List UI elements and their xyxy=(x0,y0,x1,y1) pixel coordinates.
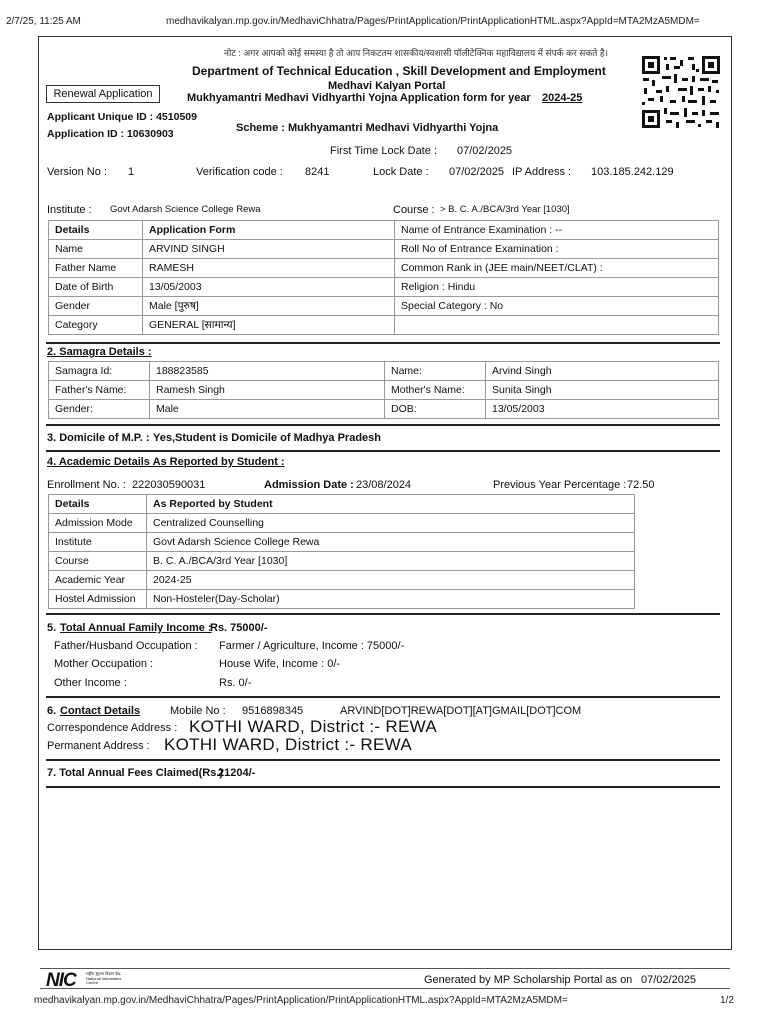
table-row xyxy=(49,259,719,278)
lock-date-value: 07/02/2025 xyxy=(449,166,505,178)
table-row xyxy=(49,297,719,316)
print-url-top: medhavikalyan.mp.gov.in/MedhaviChhatra/Pages/PrintApplication/PrintApplicationHTML.aspx?AppId=MTA2MzA5MDM= xyxy=(166,16,700,27)
enrollment-label: Enrollment No. : xyxy=(47,479,126,491)
domicile-value: Yes,Student is Domicile of Madhya Pradesh xyxy=(153,432,382,444)
verification-value: 8241 xyxy=(305,166,330,178)
table-cell: Details xyxy=(49,221,143,240)
table-cell: Special Category : No xyxy=(395,297,719,316)
table-cell: Admission Mode xyxy=(49,514,147,533)
father-occupation-label: Father/Husband Occupation : xyxy=(54,640,198,652)
renewal-badge: Renewal Application xyxy=(46,85,160,103)
table-cell: Ramesh Singh xyxy=(150,381,385,400)
fees-label: 7. Total Annual Fees Claimed(Rs.) xyxy=(47,767,224,779)
table-cell: Academic Year xyxy=(49,571,147,590)
table-cell: B. C. A./BCA/3rd Year [1030] xyxy=(147,552,635,571)
table-cell: Non-Hosteler(Day-Scholar) xyxy=(147,590,635,609)
first-lock-label: First Time Lock Date : xyxy=(330,145,437,157)
generated-date: 07/02/2025 xyxy=(641,974,697,986)
table-cell: Hostel Admission xyxy=(49,590,147,609)
corr-address-label: Correspondence Address : xyxy=(47,722,178,734)
admission-date-label: Admission Date : xyxy=(264,479,354,491)
table-cell: GENERAL [सामान्य] xyxy=(143,316,395,335)
institute-label: Institute : xyxy=(47,204,92,216)
income-num: 5. xyxy=(47,622,57,634)
domicile-label: 3. Domicile of M.P. : xyxy=(47,432,150,444)
table-cell: As Reported by Student xyxy=(147,495,635,514)
table-cell: RAMESH xyxy=(143,259,395,278)
table-row xyxy=(49,240,719,259)
form-title: Mukhyamantri Medhavi Vidhyarthi Yojna Application form for year xyxy=(187,92,531,104)
divider xyxy=(46,696,720,698)
scheme: Scheme : Mukhyamantri Medhavi Vidhyarthi Yojna xyxy=(236,122,499,134)
table-cell: 13/05/2003 xyxy=(143,278,395,297)
table-row xyxy=(49,381,719,400)
table-cell: 188823585 xyxy=(150,362,385,381)
table-cell: Roll No of Entrance Examination : xyxy=(395,240,719,259)
table-row xyxy=(49,590,635,609)
table-cell: DOB: xyxy=(385,400,486,419)
academic-title: 4. Academic Details As Reported by Student : xyxy=(47,456,285,468)
nic-logo xyxy=(46,970,126,990)
income-value: Rs. 75000/- xyxy=(210,622,268,634)
divider xyxy=(46,759,720,761)
mother-occupation-label: Mother Occupation : xyxy=(54,658,154,670)
divider xyxy=(46,424,720,426)
table-row xyxy=(49,495,635,514)
application-id: Application ID : 10630903 xyxy=(47,128,174,140)
table-cell: Religion : Hindu xyxy=(395,278,719,297)
corr-address-value: KOTHI WARD, District :- REWA xyxy=(189,717,437,736)
generated-text: Generated by MP Scholarship Portal as on xyxy=(424,974,633,986)
father-occupation-value: Farmer / Agriculture, Income : 75000/- xyxy=(219,640,405,652)
table-cell: Arvind Singh xyxy=(486,362,719,381)
table-cell: Sunita Singh xyxy=(486,381,719,400)
table-row xyxy=(49,552,635,571)
version-value: 1 xyxy=(128,166,135,178)
details-table xyxy=(48,220,719,335)
table-cell: Male [पुरुष] xyxy=(143,297,395,316)
table-cell: Father Name xyxy=(49,259,143,278)
course-label: Course : xyxy=(393,204,435,216)
version-label: Version No : xyxy=(47,166,107,178)
table-cell: Mother's Name: xyxy=(385,381,486,400)
dept-title: Department of Technical Education , Skill Development and Employment xyxy=(192,64,606,78)
form-year: 2024-25 xyxy=(542,92,583,104)
table-cell: Gender: xyxy=(49,400,150,419)
prev-percent-label: Previous Year Percentage : xyxy=(493,479,627,491)
table-cell: Institute xyxy=(49,533,147,552)
table-cell xyxy=(395,316,719,335)
ip-value: 103.185.242.129 xyxy=(591,166,674,178)
table-cell: 13/05/2003 xyxy=(486,400,719,419)
qr-code xyxy=(640,54,722,130)
academic-table xyxy=(48,494,635,609)
divider xyxy=(46,613,720,615)
table-row xyxy=(49,571,635,590)
prev-percent-value: 72.50 xyxy=(627,479,655,491)
table-cell: 2024-25 xyxy=(147,571,635,590)
table-cell: Name: xyxy=(385,362,486,381)
nic-logo-text: NIC xyxy=(46,970,76,991)
divider xyxy=(46,786,720,788)
first-lock-value: 07/02/2025 xyxy=(457,145,513,157)
table-row xyxy=(49,316,719,335)
portal-title: Medhavi Kalyan Portal xyxy=(328,80,446,92)
table-cell: Centralized Counselling xyxy=(147,514,635,533)
table-cell: Govt Adarsh Science College Rewa xyxy=(147,533,635,552)
course-value: > B. C. A./BCA/3rd Year [1030] xyxy=(440,204,570,215)
other-income-label: Other Income : xyxy=(54,677,127,689)
unique-id: Applicant Unique ID : 4510509 xyxy=(47,111,197,123)
table-cell: Name of Entrance Examination : -- xyxy=(395,221,719,240)
email-value: ARVIND[DOT]REWA[DOT][AT]GMAIL[DOT]COM xyxy=(340,705,582,717)
table-row xyxy=(49,533,635,552)
mobile-value: 9516898345 xyxy=(242,705,304,717)
institute-value: Govt Adarsh Science College Rewa xyxy=(110,204,261,215)
table-cell: Common Rank in (JEE main/NEET/CLAT) : xyxy=(395,259,719,278)
print-datetime: 2/7/25, 11:25 AM xyxy=(6,16,81,27)
footer-divider xyxy=(40,968,730,969)
divider xyxy=(46,450,720,452)
perm-address-label: Permanent Address : xyxy=(47,740,150,752)
table-cell: Male xyxy=(150,400,385,419)
table-cell: Gender xyxy=(49,297,143,316)
contact-title: Contact Details xyxy=(60,705,141,717)
enrollment-value: 222030590031 xyxy=(132,479,206,491)
print-url-bottom: medhavikalyan.mp.gov.in/MedhaviChhatra/Pages/PrintApplication/PrintApplicationHTML.aspx?AppId=MTA2MzA5MDM= xyxy=(34,995,568,1006)
footer-divider xyxy=(40,988,730,989)
admission-date-value: 23/08/2024 xyxy=(356,479,412,491)
table-cell: Course xyxy=(49,552,147,571)
mother-occupation-value: House Wife, Income : 0/- xyxy=(219,658,341,670)
divider xyxy=(46,342,720,344)
table-cell: Details xyxy=(49,495,147,514)
table-cell: Name xyxy=(49,240,143,259)
samagra-title: 2. Samagra Details : xyxy=(47,346,152,358)
table-cell: Application Form xyxy=(143,221,395,240)
table-row xyxy=(49,362,719,381)
lock-date-label: Lock Date : xyxy=(373,166,429,178)
nic-logo-subtext: राष्ट्रीय सूचना विज्ञान केंद्र National Informatics Centre xyxy=(86,971,122,985)
table-cell: Date of Birth xyxy=(49,278,143,297)
contact-num: 6. xyxy=(47,705,57,717)
table-cell: ARVIND SINGH xyxy=(143,240,395,259)
perm-address-value: KOTHI WARD, District :- REWA xyxy=(164,735,412,754)
table-cell: Category xyxy=(49,316,143,335)
table-row xyxy=(49,278,719,297)
samagra-table xyxy=(48,361,719,419)
ip-label: IP Address : xyxy=(512,166,572,178)
mobile-label: Mobile No : xyxy=(170,705,226,717)
other-income-value: Rs. 0/- xyxy=(219,677,252,689)
note-text: नोट : अगर आपको कोई समस्या है तो आप निकटतम शासकीय/स्वशासी पॉलीटेक्निक महाविद्यालय में संपर्क कर सकते है। xyxy=(224,48,609,58)
table-row xyxy=(49,400,719,419)
table-cell: Father's Name: xyxy=(49,381,150,400)
verification-label: Verification code : xyxy=(196,166,283,178)
table-row xyxy=(49,514,635,533)
table-cell: Samagra Id: xyxy=(49,362,150,381)
page-number: 1/2 xyxy=(720,995,734,1006)
table-row xyxy=(49,221,719,240)
income-title: Total Annual Family Income : xyxy=(60,622,212,634)
fees-value: 21204/- xyxy=(218,767,256,779)
